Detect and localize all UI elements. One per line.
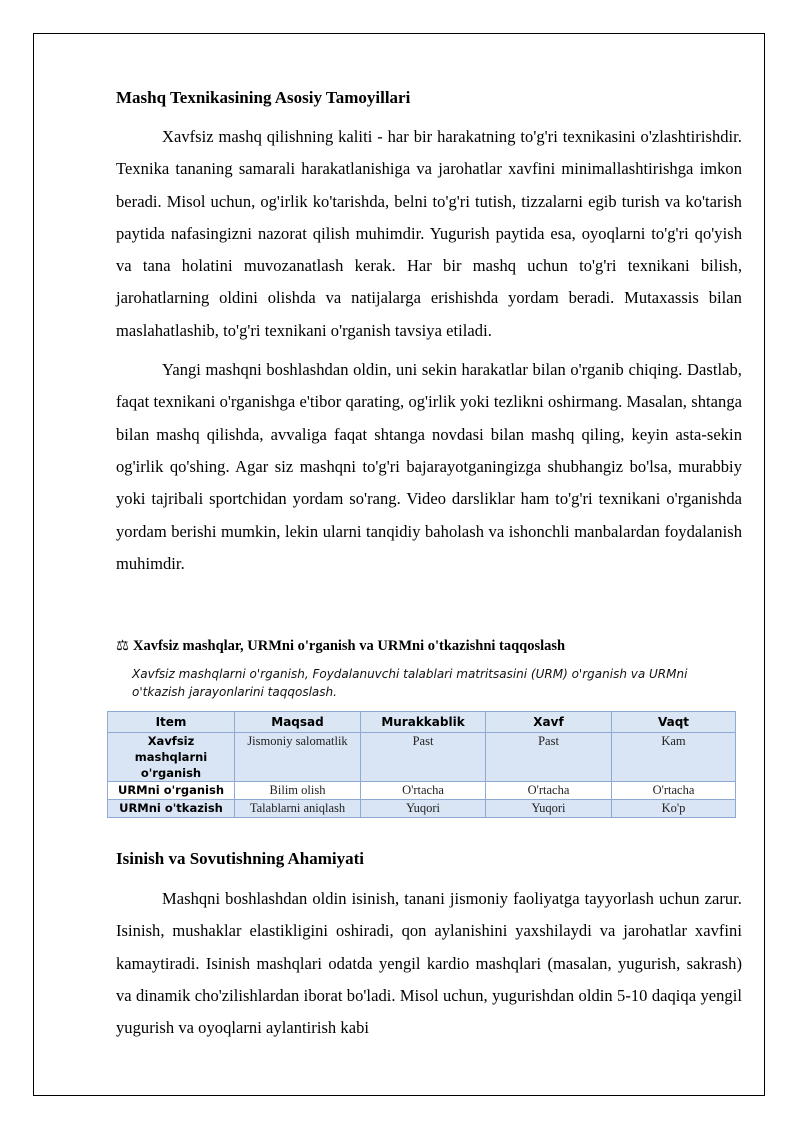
- comparison-table: [107, 711, 736, 818]
- table-cell: Jismoniy salomatlik: [235, 733, 361, 782]
- table-title: [116, 638, 756, 655]
- scale-icon: ⚖: [116, 638, 129, 654]
- paragraph: Mashqni boshlashdan oldin isinish, tanani jismoniy faoliyatga tayyorlash uchun zarur. Isinish, mushaklar elastikligini oshiradi, qon aylanishini yaxshilaydi va jarohatlar xavfini kamaytiradi. Isinish mashqlari odatda yengil kardio mashqlari (masalan, yugurish, sakrash) va dinamik cho'zilishlardan iborat bo'ladi. Misol uchun, yugurishdan oldin 5-10 daqiqa yengil yugurish va oyoqlarni aylantirish kabi: [116, 889, 742, 1038]
- section-heading: Isinish va Sovutishning Ahamiyati: [116, 849, 365, 868]
- table-cell: Yuqori: [361, 800, 486, 818]
- section-heading: Mashq Texnikasining Asosiy Tamoyillari: [116, 88, 411, 107]
- table-row: [108, 733, 736, 782]
- column-header: Item: [108, 712, 235, 733]
- table-cell: Kam: [612, 733, 736, 782]
- table-caption: Xavfsiz mashqlarni o'rganish, Foydalanuvchi talablari matritsasini (URM) o'rganish va URMni o'tkazish jarayonlarini taqqoslash.: [132, 667, 688, 699]
- section-warmup-body: [116, 883, 742, 1044]
- section-technique-body: [116, 121, 742, 580]
- column-header: Xavf: [486, 712, 612, 733]
- row-header-cell: URMni o'rganish: [108, 782, 235, 800]
- column-header: Maqsad: [235, 712, 361, 733]
- table-cell: Past: [361, 733, 486, 782]
- paragraph: Xavfsiz mashq qilishning kaliti - har bir harakatning to'g'ri texnikasini o'zlashtirishdir. Texnika tananing samarali harakatlanishiga va jarohatlar xavfini minimallashtirishga imkon beradi. Misol uchun, og'irlik ko'tarishda, belni to'g'ri tutish, tizzalarni egib turish va ko'tarish paytida nafasingizni nazorat qilish muhimdir. Yugurish paytida esa, oyoqlarni to'g'ri qo'yish va tana holatini muvozanatlash kerak. Har bir mashq uchun to'g'ri texnikani bilish, jarohatlarning oldini olishda va natijalarga erishishda yordam beradi. Mutaxassis bilan maslahatlashib, to'g'ri texnikani o'rganish tavsiya etiladi.: [116, 127, 742, 340]
- table-cell: Past: [486, 733, 612, 782]
- table-cell: O'rtacha: [486, 782, 612, 800]
- table-title-text: Xavfsiz mashqlar, URMni o'rganish va URMni o'tkazishni taqqoslash: [133, 638, 566, 654]
- row-header-cell: URMni o'tkazish: [108, 800, 235, 818]
- row-header-cell: Xavfsiz mashqlarni o'rganish: [108, 733, 235, 782]
- table-row: [108, 782, 736, 800]
- section-warmup: [116, 849, 742, 869]
- table-cell: O'rtacha: [361, 782, 486, 800]
- table-cell: Talablarni aniqlash: [235, 800, 361, 818]
- column-header: Murakkablik: [361, 712, 486, 733]
- table-cell: Yuqori: [486, 800, 612, 818]
- column-header: Vaqt: [612, 712, 736, 733]
- table-cell: Bilim olish: [235, 782, 361, 800]
- paragraph: Yangi mashqni boshlashdan oldin, uni sekin harakatlar bilan o'rganib chiqing. Dastlab, faqat texnikani o'rganishga e'tibor qarating, og'irlik yoki tezlikni oshirmang. Masalan, shtanga bilan mashq qilishda, avvaliga faqat shtanga novdasi bilan mashq qiling, keyin asta-sekin og'irlik qo'shing. Agar siz mashqni to'g'ri bajarayotganingizga shubhangiz bo'lsa, murabbiy yoki tajribali sportchidan yordam so'rang. Video darsliklar ham to'g'ri texnikani o'rganishda yordam berishi mumkin, lekin ularni tanqidiy baholash va ishonchli manbalardan foydalanish muhimdir.: [116, 360, 742, 573]
- table-cell: Ko'p: [612, 800, 736, 818]
- table-row: [108, 800, 736, 818]
- table-cell: O'rtacha: [612, 782, 736, 800]
- table-header-row: [108, 712, 736, 733]
- section-technique: [116, 88, 742, 108]
